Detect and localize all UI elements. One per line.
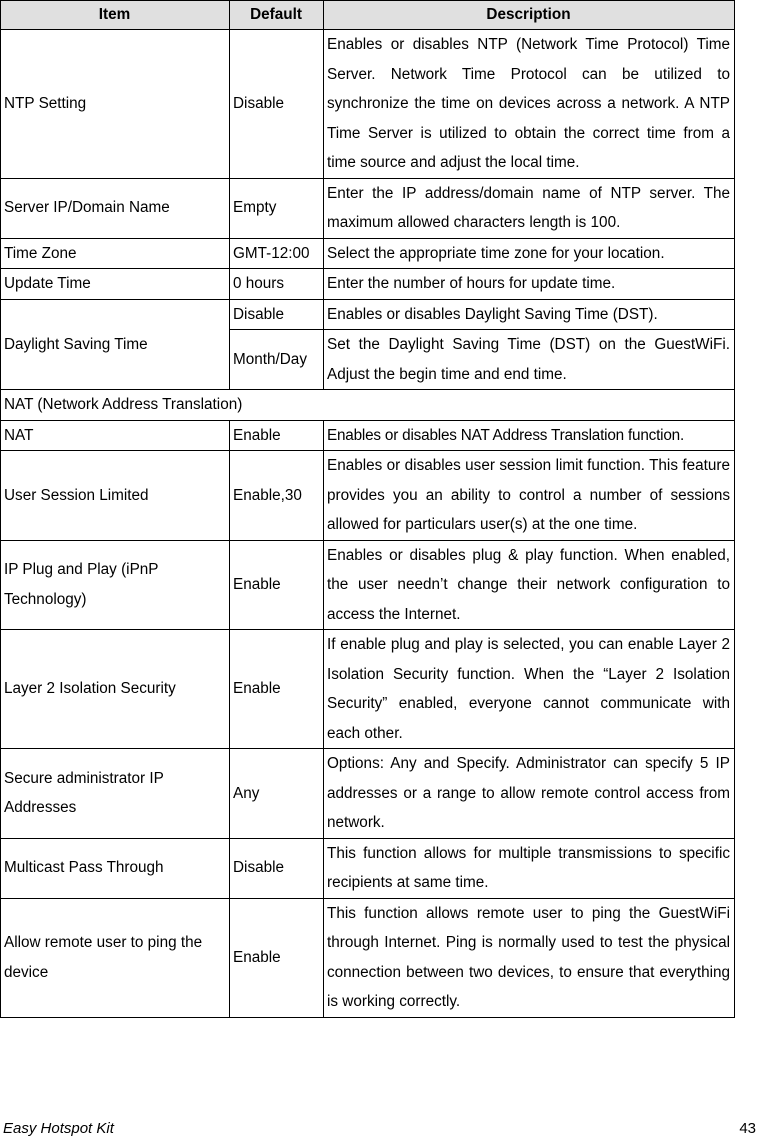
row-default: Enable <box>230 630 324 749</box>
row-description: Options: Any and Specify. Administrator can specify 5 IP addresses or a range to allow remote control access from network. <box>324 749 735 839</box>
table-row <box>1 269 735 300</box>
row-description: Enter the IP address/domain name of NTP server. The maximum allowed characters length is 100. <box>324 178 735 238</box>
row-description: Enables or disables user session limit function. This feature provides you an ability to control a number of sessions allowed for particulars user(s) at the one time. <box>324 451 735 541</box>
row-default: GMT-12:00 <box>230 238 324 269</box>
row-description: Enables or disables NTP (Network Time Protocol) Time Server. Network Time Protocol can be utilized to synchronize the time on devices across a network. A NTP Time Server is utilized to obtain the correct time from a time source and adjust the local time. <box>324 30 735 179</box>
row-item: Layer 2 Isolation Security <box>1 630 230 749</box>
row-default: Month/Day <box>230 330 324 390</box>
row-default: Enable <box>230 420 324 451</box>
row-default: Disable <box>230 299 324 330</box>
row-description: Enables or disables Daylight Saving Time (DST). <box>324 299 735 330</box>
row-item: Secure administrator IP Addresses <box>1 749 230 839</box>
table-row <box>1 420 735 451</box>
row-item: User Session Limited <box>1 451 230 541</box>
row-description: This function allows for multiple transmissions to specific recipients at same time. <box>324 838 735 898</box>
row-description: If enable plug and play is selected, you can enable Layer 2 Isolation Security function. When the “Layer 2 Isolation Security” enabled, everyone cannot communicate with each other. <box>324 630 735 749</box>
table-row <box>1 30 735 179</box>
row-description: This function allows remote user to ping the GuestWiFi through Internet. Ping is normally used to test the physical connection between two devices, to ensure that everything is working correctly. <box>324 898 735 1017</box>
header-default: Default <box>230 1 324 30</box>
table-row <box>1 299 735 330</box>
row-default: 0 hours <box>230 269 324 300</box>
row-default: Enable,30 <box>230 451 324 541</box>
header-description: Description <box>324 1 735 30</box>
table-row <box>1 749 735 839</box>
row-description: Enter the number of hours for update time. <box>324 269 735 300</box>
section-heading: NAT (Network Address Translation) <box>1 390 735 421</box>
row-description: Set the Daylight Saving Time (DST) on the GuestWiFi. Adjust the begin time and end time. <box>324 330 735 390</box>
row-default: Any <box>230 749 324 839</box>
row-item: Multicast Pass Through <box>1 838 230 898</box>
row-item: Allow remote user to ping the device <box>1 898 230 1017</box>
table-row <box>1 540 735 630</box>
row-default: Enable <box>230 898 324 1017</box>
row-default: Enable <box>230 540 324 630</box>
table-row <box>1 178 735 238</box>
table-section-row <box>1 390 735 421</box>
table-row <box>1 630 735 749</box>
table-row <box>1 451 735 541</box>
row-default: Disable <box>230 30 324 179</box>
table-header-row <box>1 1 735 30</box>
row-default: Disable <box>230 838 324 898</box>
table-row <box>1 238 735 269</box>
row-description: Enables or disables plug & play function. When enabled, the user needn’t change their network configuration to access the Internet. <box>324 540 735 630</box>
row-item: NAT <box>1 420 230 451</box>
row-item: Time Zone <box>1 238 230 269</box>
page-number: 43 <box>739 1120 756 1137</box>
table-row <box>1 838 735 898</box>
row-description: Select the appropriate time zone for your location. <box>324 238 735 269</box>
row-item: NTP Setting <box>1 30 230 179</box>
row-default: Empty <box>230 178 324 238</box>
row-item: Daylight Saving Time <box>1 299 230 390</box>
table-row <box>1 898 735 1017</box>
row-item: Update Time <box>1 269 230 300</box>
row-item: IP Plug and Play (iPnP Technology) <box>1 540 230 630</box>
document-title: Easy Hotspot Kit <box>3 1120 114 1137</box>
row-description: Enables or disables NAT Address Translation function. <box>324 420 735 451</box>
header-item: Item <box>1 1 230 30</box>
row-item: Server IP/Domain Name <box>1 178 230 238</box>
